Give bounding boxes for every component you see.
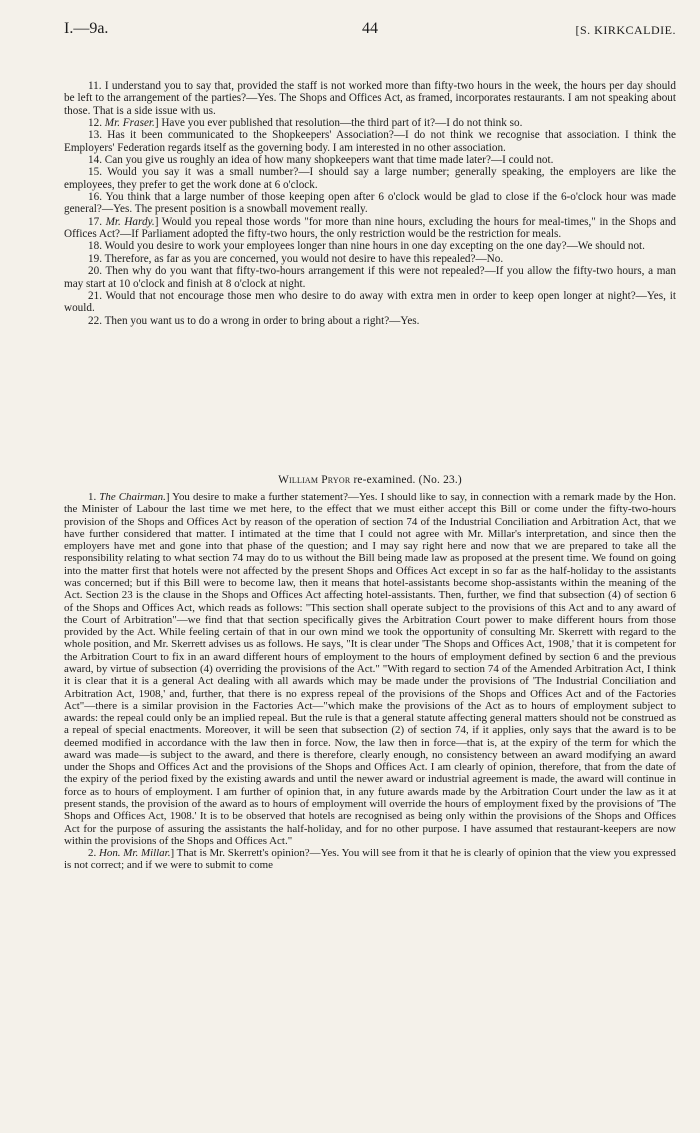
qa-paragraph: 17. Mr. Hardy.] Would you repeal those words "for more than nine hours, excluding the hours for meal-times," in the Shops and Offices Act?—If Parliament adopted the fifty-two hours, the only restriction would be the restriction for meals. [64, 215, 677, 241]
qa-paragraph: 19. Therefore, as far as you are concerned, you would not desire to have this repealed?—No. [88, 252, 504, 265]
page-number: 44 [362, 20, 378, 37]
qa-paragraph: 20. Then why do you want that fifty-two-hours arrangement if this were not repealed?—If you allow the fifty-two hours, a man may start at 10 o'clock and finish at 8 o'clock at night. [64, 265, 676, 290]
qa-paragraph: 16. You think that a large number of those keeping open after 6 o'clock would be glad to close if the 6-o'clock hour was made general?—Yes. The present position is a snowball movement really. [64, 191, 676, 216]
section-heading: William Pryor re-examined. (No. 23.) [278, 474, 462, 486]
paper-reference: I.—9a. [64, 20, 109, 37]
speaker-name: Mr. Fraser. [104, 117, 155, 130]
statement-section [64, 491, 676, 872]
speaker-name: The Chairman. [99, 491, 166, 503]
qa-paragraph: 15. Would you say it was a small number?—I should say a large number; generally speaking, the employers are like the employees, they prefer to get the work done at 6 o'clock. [64, 166, 676, 191]
qa-section [64, 80, 676, 327]
speaker-name: Mr. Hardy. [105, 215, 155, 228]
qa-paragraph: 12. Mr. Fraser.] Have you ever published that resolution—the third part of it?—I do not think so. [88, 117, 523, 130]
witness-heading-name: William Pryor [278, 474, 351, 486]
qa-paragraph: 11. I understand you to say that, provided the staff is not worked more than fifty-two hours in the week, the hours per day should be left to the arrangement of the parties?—Yes. The Shops and Offices Act, as framed, incorporates restaurants. I am not speaking about those. That is a side issue with us. [64, 80, 676, 117]
statement-paragraph: 2. Hon. Mr. Millar.] That is Mr. Skerrett's opinion?—Yes. You will see from it that he is clearly of opinion that the view you expressed is not correct; and if we were to submit to come [64, 847, 676, 872]
statement-paragraph: 1. The Chairman.] You desire to make a further statement?—Yes. I should like to say, in connection with a remark made by the Hon. the Minister of Labour the last time we met here, to the effect that we must either accept this Bill or come under the fifty-two-hours provision of the Shops and Offices Act by reason of the operation of section 74 of the Industrial Conciliation and Arbitration Act, that we have further considered that matter. I intimated at the time that I could not agree with Mr. Millar's interpretation, and since then the employers have met and gone into that phase of the question; and I may say right here and now that we are prepared to take all the responsibility relating to what section 74 may do to us without the Bill being made law as proposed at the present time. We found on going into the matter first that hotels were not affected by the present Shops and Offices Act except in so far as the half-holiday to the assistants was concerned; but if this Bill were to become law, then it means that hotel-assistants become shop-assistants within the meaning of the Act. Section 23 is the clause in the Shops and Offices Act affecting hotel-assistants. Then, further, we find that subsection (4) of section 6 of the Shops and Offices Act, which reads as follows: "This section shall operate subject to the provisions of this Act and to any award of the Court of Arbitration"—we find that that section specifically gives the Arbitration Court power to make different hours from those provided by the Act. While feeling certain of that in our own mind we took the opportunity of consulting Mr. Skerrett with regard to the whole position, and Mr. Skerrett advises us as follows. He says, "It is clear under 'The Shops and Offices Act, 1908,' that it is competent for the Arbitration Court to fix in an award different hours of employment to the hours of employment defined by section 6 and the previous award, by virtue of subsection (4) overriding the provisions of the Act." "With regard to section 74 of the Amended Arbitration Act, I think it is clear that it is a general Act dealing with all awards which may be made under the provisions of 'The Industrial Conciliation and Arbitration Act, 1908,' and, further, that there is no express repeal of the provisions of the Shops and Offices Act and of the Factories Act"—there is a similar provision in the Factories Act—"which make the provisions of the Act as to hours of employment subject to awards: the repeal could only be an implied repeal. But the rule is that a general statute affecting general matters should not be construed as a repeal of special enactments. Moreover, it will be seen that subsection (2) of section 74, if it applies, only says that the award is to be deemed modified in accordance with the law then in force. Now, the law then in force—that is, at the expiry of the term for which the award was made—is subject to the award, and there is therefore, clearly enough, no consistency between an award modifying an award under the Shops and Offices Act and the provisions of the Shops and Offices Act. I am clearly of opinion, therefore, that from the date of the expiry of the period fixed by the existing awards and until the newer award or industrial agreement is made, the award will continue in force as to hours of employment. I am further of opinion that, in any future awards made by the Arbitration Court under the law as it at present stands, the provision of the award as to hours of employment will override the hours of employment fixed by the provisions of 'The Shops and Offices Act, 1908.' It is to be observed that hotels are recognised as being only within the provisions of the Shops and Offices Act for the purpose of assuring the assistants the half-holiday, and for no other purpose. I have assumed that restaurant-keepers are now within the provisions of the Shops and Offices Act." [64, 491, 676, 847]
qa-paragraph: 14. Can you give us roughly an idea of how many shopkeepers want that time made later?—I could not. [88, 154, 554, 167]
qa-paragraph: 21. Would that not encourage those men who desire to do away with extra men in order to keep open longer at night?—Yes, it would. [64, 289, 676, 315]
qa-paragraph: 13. Has it been communicated to the Shopkeepers' Association?—I do not think we recognise that association. I think the Employers' Federation regards itself as the governing body. I am interested in no other association. [64, 129, 676, 154]
qa-paragraph: 22. Then you want us to do a wrong in order to bring about a right?—Yes. [88, 314, 420, 327]
witness-name: [S. KIRKCALDIE. [575, 23, 676, 37]
page-header [64, 20, 676, 42]
qa-paragraph: 18. Would you desire to work your employees longer than nine hours in one day excepting on the one day?—We should not. [88, 240, 645, 253]
speaker-name: Hon. Mr. Millar. [98, 847, 171, 860]
